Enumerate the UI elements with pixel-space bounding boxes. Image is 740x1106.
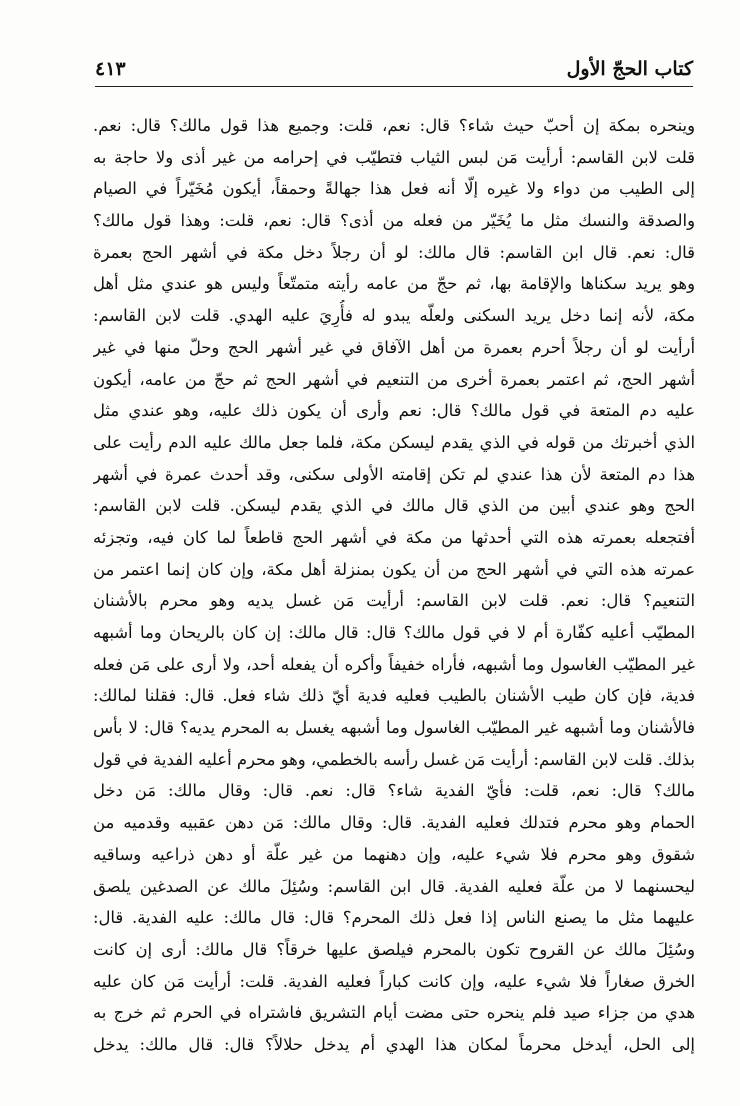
text-line: فدية، فإن كان طيب الأشنان بالطيب فعليه فدية أيّ ذلك شاء فعل. قال: فقلنا لمالك: <box>93 686 695 706</box>
text-line: عليه دم المتعة في قول مالك؟ قال: نعم وأرى أن يكون ذلك عليه، وهو عندي مثل <box>93 401 695 421</box>
text-line: الخرق صغاراً فلا شيء عليه، وإن كانت كباراً فعليه الفدية. قلت: أرأيت مَن كان عليه <box>93 971 695 991</box>
text-line: أفتجعله بعمرته هذه التي أحدثها من مكة في أشهر الحج قاطعاً لما كان فيه، وتجزئه <box>93 527 695 547</box>
text-line: المطيّب أعليه كفّارة أم لا في قول مالك؟ قال: قال مالك: إن كان بالريحان وما أشبهه <box>93 623 695 642</box>
text-line: بذلك. قلت لابن القاسم: أرأيت مَن غسل رأسه بالخطمي، وهو محرم أعليه الفدية في قول <box>93 749 695 769</box>
text-line: الذي أخبرتك من قوله في الذي يقدم ليسكن مكة، فلما جعل مالك عليه الدم رأيت على <box>93 432 695 452</box>
text-line: أشهر الحج، ثم اعتمر بعمرة أخرى من التنعيم في أشهر الحج ثم حجّ من عامه، أيكون <box>93 369 695 389</box>
text-line: فالأشنان وما أشبهه غير المطيّب الغاسول وما أشبهه يغسل به المحرم يديه؟ قال: لا بأس <box>93 718 695 738</box>
text-line: وهو يريد سكناها والإقامة بها، ثم حجّ من عامه رأيته متمتّعاً وليس هو عندي مثل أهل <box>93 274 695 294</box>
text-line: وينحره بمكة إن أحبّ حيث شاء؟ قال: نعم، قلت: وجميع هذا قول مالك؟ قال: نعم. <box>93 116 695 135</box>
page-body-text <box>93 110 695 1061</box>
text-line: هذا دم المتعة لأن هذا عندي لم تكن إقامته الأولى سكنى، وقد أحدث عمرة في أشهر <box>93 464 695 484</box>
text-line: مكة، لأنه إنما دخل يريد السكنى ولعلّه يبدو له فأُرِيَ عليه الهدي. قلت لابن القاسم: <box>93 306 695 326</box>
text-line: عمرته هذه التي في أشهر الحج من أن يكون بمنزلة أهل مكة، وإن كان إنما اعتمر من <box>93 559 695 579</box>
text-line: وسُئِلَ مالك عن القروح تكون بالمحرم فيلصق عليها خرقاً؟ قال مالك: أرى إن كانت <box>93 939 695 959</box>
text-line: هدي من جزاء صيد فلم ينحره حتى مضت أيام التشريق فاشتراه في الحرم ثم خرج به <box>93 1003 695 1023</box>
text-line: مالك؟ قال: نعم، قلت: فأيّ الفدية شاء؟ قال: نعم. قال: وقال مالك: مَن دخل <box>93 781 695 801</box>
text-line: التنعيم؟ قال: نعم. قلت لابن القاسم: أرأيت مَن غسل يديه وهو محرم بالأشنان <box>93 591 695 611</box>
text-line: أرأيت لو أن رجلاً أحرم بعمرة من أهل الآفاق في غير أشهر الحج وحلّ منها في غير <box>93 337 695 357</box>
page-number: ٤١٣ <box>95 58 126 80</box>
header-rule <box>95 86 693 87</box>
text-line: والصدقة والنسك مثل ما يُخَيّر من فعله من أذى؟ قال: نعم، قلت: وهذا قول مالك؟ <box>93 211 695 231</box>
text-line: قال: نعم. قال ابن القاسم: قال مالك: لو أن رجلاً دخل مكة في أشهر الحج بعمرة <box>93 242 695 262</box>
text-line: غير المطيّب الغاسول وما أشبهه، فأراه خفيفاً وأكره أن يفعله أحد، ولا أرى على مَن فعله <box>93 654 695 674</box>
text-line: عليهما مثل ما يصنع الناس إذا فعل ذلك المحرم؟ قال: قال مالك: عليه الفدية. قال: <box>93 908 695 928</box>
text-line: إلى الحل، أيدخل محرماً لمكان هذا الهدي أم يدخل حلالاً؟ قال: قال مالك: يدخل <box>93 1034 695 1054</box>
text-line: الحمام وهو محرم فتدلك فعليه الفدية. قال: وقال مالك: مَن دهن عقبيه وقدميه من <box>93 813 695 833</box>
book-title: كتاب الحجّ الأول <box>566 58 693 80</box>
text-line: الحج وهو عندي أبين من الذي قال مالك في الذي يقدم ليسكن. قلت لابن القاسم: <box>93 496 695 516</box>
text-line: إلى الطيب من دواء ولا غيره إلّا أنه فعل هذا جهالةً وحمقاً، أيكون مُخَيّراً في الصيام <box>93 179 695 199</box>
text-line: ليحسنهما لا من علّة فعليه الفدية. قال ابن القاسم: وسُئِلَ مالك عن الصدغين يلصق <box>93 876 695 896</box>
text-line: قلت لابن القاسم: أرأيت مَن لبس الثياب فتطيّب في إحرامه من غير أذى ولا حاجة به <box>93 147 695 167</box>
text-line: شقوق وهو محرم فلا شيء عليه، وإن دهنهما من غير علّة أو دهن ذراعيه وساقيه <box>93 844 695 864</box>
running-header <box>95 58 693 84</box>
